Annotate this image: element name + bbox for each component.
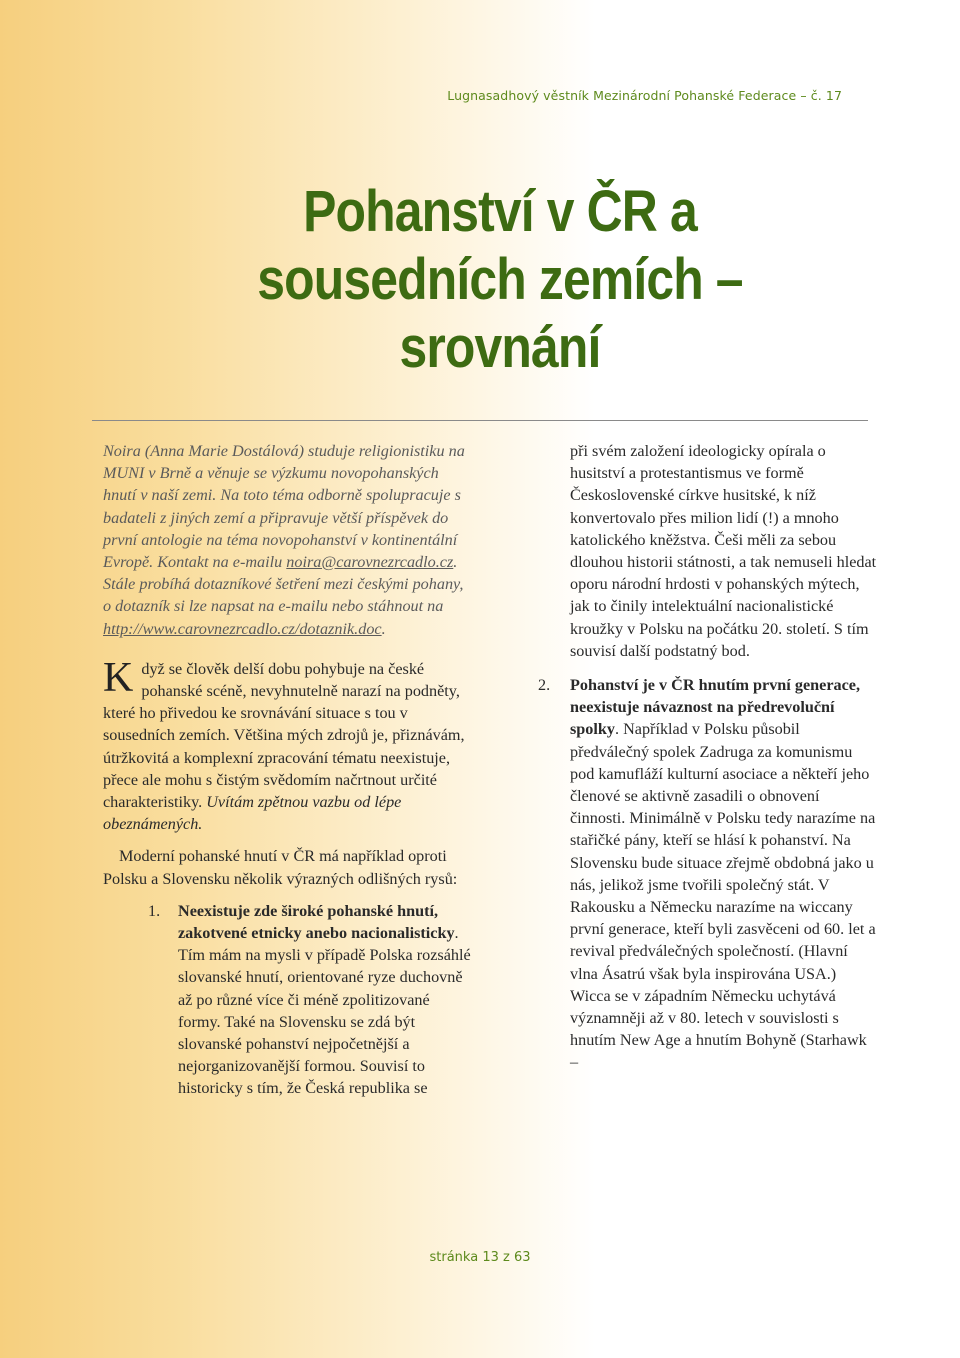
intro-text: Noira (Anna Marie Dostálová) studuje religionistiku na MUNI v Brně a věnuje se výzkumu novopohanských hnutí v naší zemi. Na toto téma odborně spolupracuje s badateli z jiných zemí a připravuje větší příspěvek do první antologie na téma novopohanství v kontinentální Evropě. Kontakt na e-mailu — [103, 442, 465, 572]
page-number: stránka 13 z 63 — [429, 1250, 531, 1265]
right-column — [538, 440, 878, 1074]
paragraph-italic: Uvítám zpětnou vazbu od lépe obeznámených. — [103, 793, 402, 834]
list-number: 1. — [148, 901, 161, 920]
feature-list — [538, 674, 878, 1074]
article-paragraph: Moderní pohanské hnutí v ČR má například oproti Polsku a Slovensku několik výrazných odlišných rysů: — [103, 847, 458, 888]
list-item-text: . Například v Polsku působil předválečný spolek Zadruga za komunismu pod kamufláží kulturní asociace a někteří jeho členové se aktivně zasadili o obnovení činnosti. Minimálně v Polsku tedy narazíme na stařičké pány, kteří se hlásí k pohanství. Na Slovensku bude situace zřejmě obdobná jako u nás, jelikož jsme tvořili společný stát. V Rakousku a Německu narazíme na wiccany první generace, kteří byli zasvěceni od 60. let a revival předválečných společností. (Hlavní vlna Ásatrú však byla inspirována USA.) Wicca se v západním Německu uchytává významněji až v 80. letech v souvislosti s hnutím New Age a hnutím Bohyně (Starhawk – — [570, 720, 876, 1072]
left-column — [103, 440, 473, 1100]
list-item-heading: Pohanství je v ČR hnutím první generace, neexistuje návaznost na předrevoluční spolky — [570, 676, 861, 739]
title-line: srovnání — [399, 315, 601, 380]
title-line: Pohanství v ČR a — [303, 179, 697, 244]
author-intro — [103, 440, 473, 640]
list-item-heading: Neexistuje zde široké pohanské hnutí, zakotvené etnicky anebo nacionalisticky — [178, 901, 455, 943]
title-line: sousedních zemích – — [257, 247, 743, 312]
feature-list — [103, 900, 473, 1100]
list-item — [148, 900, 473, 1100]
list-number: 2. — [538, 676, 551, 695]
article-title — [190, 178, 809, 382]
article-paragraph — [103, 654, 473, 836]
list-item-text: . Tím mám na mysli v případě Polska rozsáhlé slovanské hnutí, orientované ryze duchovně až po různé více či méně zpolitizované formy. Také na Slovensku se zdá být slovanské pohanství nejpočetnější a nejorganizovanější formou. Souvisí to historicky s tím, že Česká republika se — [178, 924, 471, 1098]
list-item-continuation: při svém založení ideologicky opírala o husitství a protestantismus ve formě Československé církve husitské, k níž konvertovalo přes milion lidí (!) a mnoho katolického kněžstva. Češi měli za sebou dlouhou historii státnosti, a tak nemuseli hledat oporu národní hrdosti v pohanských mýtech, jak to činily intelektuální nacionalistické kroužky v Polsku na počátku 20. století. S tím souvisí další podstatný bod. — [570, 442, 877, 660]
list-item — [538, 674, 878, 1074]
email-link[interactable]: noira@carovnezrcadlo.cz — [286, 553, 454, 572]
intro-text: . Stále probíhá dotazníkové šetření mezi českými pohany, o dotazník si lze napsat na e-mailu nebo stáhnout na — [103, 553, 464, 616]
intro-text: . — [381, 619, 386, 638]
drop-cap: K — [103, 654, 134, 701]
newsletter-header: Lugnasadhový věstník Mezinárodní Pohanské Federace – č. 17 — [447, 88, 842, 103]
title-divider — [92, 420, 868, 421]
paragraph-text: dyž se člověk delší dobu pohybuje na české pohanské scéně, nevyhnutelně narazí na podněty, které ho přivedou ke srovnávání situace s tou v sousedních zemích. Většina mých zdrojů je, přiznávám, útržkovitá a komplexní zpracování tématu neexistuje, přece ale mohu s čistým svědomím načrtnout určité charakteristiky. — [103, 659, 465, 812]
questionnaire-link[interactable]: http://www.carovnezrcadlo.cz/dotaznik.doc — [103, 619, 382, 638]
